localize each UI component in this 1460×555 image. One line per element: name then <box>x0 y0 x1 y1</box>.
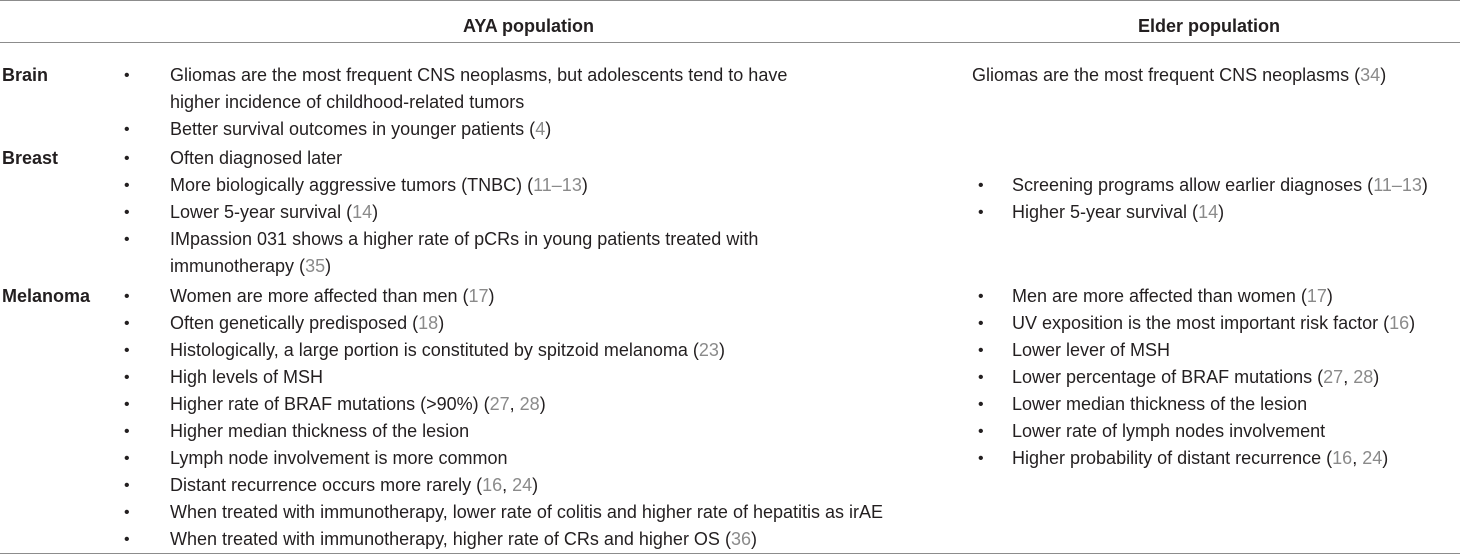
row-label-melanoma: Melanoma <box>2 286 91 306</box>
citation: 18 <box>418 313 439 333</box>
bullet: • <box>124 504 130 521</box>
citation: 23 <box>698 340 719 360</box>
citation: 11–13 <box>533 175 582 195</box>
bullet: • <box>978 204 984 221</box>
citation: 27 <box>489 394 510 414</box>
bullet: • <box>124 531 130 548</box>
bullet: • <box>124 423 130 440</box>
bullet: • <box>124 231 130 248</box>
row-label-brain: Brain <box>2 65 49 85</box>
citation: 28 <box>1353 367 1374 387</box>
bullet: • <box>124 369 130 386</box>
list-item: • IMpassion 031 shows a higher rate of pCRs in young patients treated with <box>0 226 758 253</box>
citation: 4 <box>535 119 546 139</box>
list-item: • Higher probability of distant recurrence (16, 24) <box>0 445 1415 472</box>
bullet: • <box>978 288 984 305</box>
bullet: • <box>978 369 984 386</box>
elder-column-header: Elder population <box>1138 16 1280 36</box>
bullet: • <box>124 450 130 467</box>
list-item: • Lymph node involvement is more common <box>0 445 883 472</box>
bullet: • <box>124 204 130 221</box>
citation: 17 <box>468 286 489 306</box>
aya-column-header: AYA population <box>463 16 595 36</box>
list-item: • Men are more affected than women (17) <box>0 283 1415 310</box>
list-item: • Higher rate of BRAF mutations (>90%) (27, 28) <box>0 391 883 418</box>
citation: 11–13 <box>1373 175 1422 195</box>
citation: 17 <box>1306 286 1327 306</box>
row-label-breast: Breast <box>2 148 59 168</box>
bullet: • <box>978 423 984 440</box>
bullet: • <box>124 315 130 332</box>
bullet: • <box>124 121 130 138</box>
bullet: • <box>978 342 984 359</box>
breast-elder-list <box>0 172 1428 226</box>
citation: 36 <box>730 529 751 549</box>
list-item-continuation: immunotherapy (35) <box>170 256 332 276</box>
brain-aya-list <box>0 62 787 143</box>
citation: 16 <box>1389 313 1410 333</box>
bullet: • <box>124 396 130 413</box>
bullet: • <box>124 477 130 494</box>
bullet: • <box>124 67 130 84</box>
brain-elder-text: Gliomas are the most frequent CNS neoplasms (34) <box>972 65 1387 85</box>
citation: 16 <box>482 475 503 495</box>
list-item: • More biologically aggressive tumors (TNBC) (11–13) <box>0 172 758 199</box>
citation: 24 <box>1362 448 1383 468</box>
list-item: • Lower lever of MSH <box>0 337 1415 364</box>
list-item: • Lower rate of lymph nodes involvement <box>0 418 1415 445</box>
list-item: • Better survival outcomes in younger patients (4) <box>0 116 787 143</box>
citation: 14 <box>1198 202 1219 222</box>
bullet: • <box>124 288 130 305</box>
list-item: • Lower median thickness of the lesion <box>0 391 1415 418</box>
list-item: • Distant recurrence occurs more rarely (16, 24) <box>0 472 883 499</box>
citation: 16 <box>1332 448 1353 468</box>
bullet: • <box>124 342 130 359</box>
header-rule <box>0 42 1460 43</box>
list-item: • When treated with immunotherapy, higher rate of CRs and higher OS (36) <box>0 526 883 553</box>
citation: 28 <box>519 394 540 414</box>
list-item: • Often diagnosed later <box>0 145 758 172</box>
list-item: • Often genetically predisposed (18) <box>0 310 883 337</box>
list-item: • Higher 5-year survival (14) <box>0 199 1428 226</box>
melanoma-elder-list <box>0 283 1415 472</box>
list-item-continuation: higher incidence of childhood-related tumors <box>170 92 525 112</box>
list-item: • Lower percentage of BRAF mutations (27, 28) <box>0 364 1415 391</box>
bullet: • <box>978 396 984 413</box>
bullet: • <box>978 177 984 194</box>
list-item: • When treated with immunotherapy, lower rate of colitis and higher rate of hepatitis as irAE <box>0 499 883 526</box>
list-item: • Gliomas are the most frequent CNS neoplasms, but adolescents tend to have <box>0 62 787 89</box>
list-item: • Higher median thickness of the lesion <box>0 418 883 445</box>
table-top-rule <box>0 0 1460 1</box>
list-item: • UV exposition is the most important risk factor (16) <box>0 310 1415 337</box>
list-item: • Histologically, a large portion is constituted by spitzoid melanoma (23) <box>0 337 883 364</box>
citation: 34 <box>1360 65 1381 85</box>
citation: 27 <box>1323 367 1344 387</box>
list-item: • Women are more affected than men (17) <box>0 283 883 310</box>
list-item: • Lower 5-year survival (14) <box>0 199 758 226</box>
bullet: • <box>978 315 984 332</box>
citation: 14 <box>352 202 373 222</box>
citation: 24 <box>512 475 533 495</box>
list-item: • Screening programs allow earlier diagnoses (11–13) <box>0 172 1428 199</box>
bullet: • <box>124 150 130 167</box>
table-bottom-rule <box>0 553 1460 554</box>
list-item: • High levels of MSH <box>0 364 883 391</box>
citation: 35 <box>305 256 326 276</box>
bullet: • <box>978 450 984 467</box>
bullet: • <box>124 177 130 194</box>
